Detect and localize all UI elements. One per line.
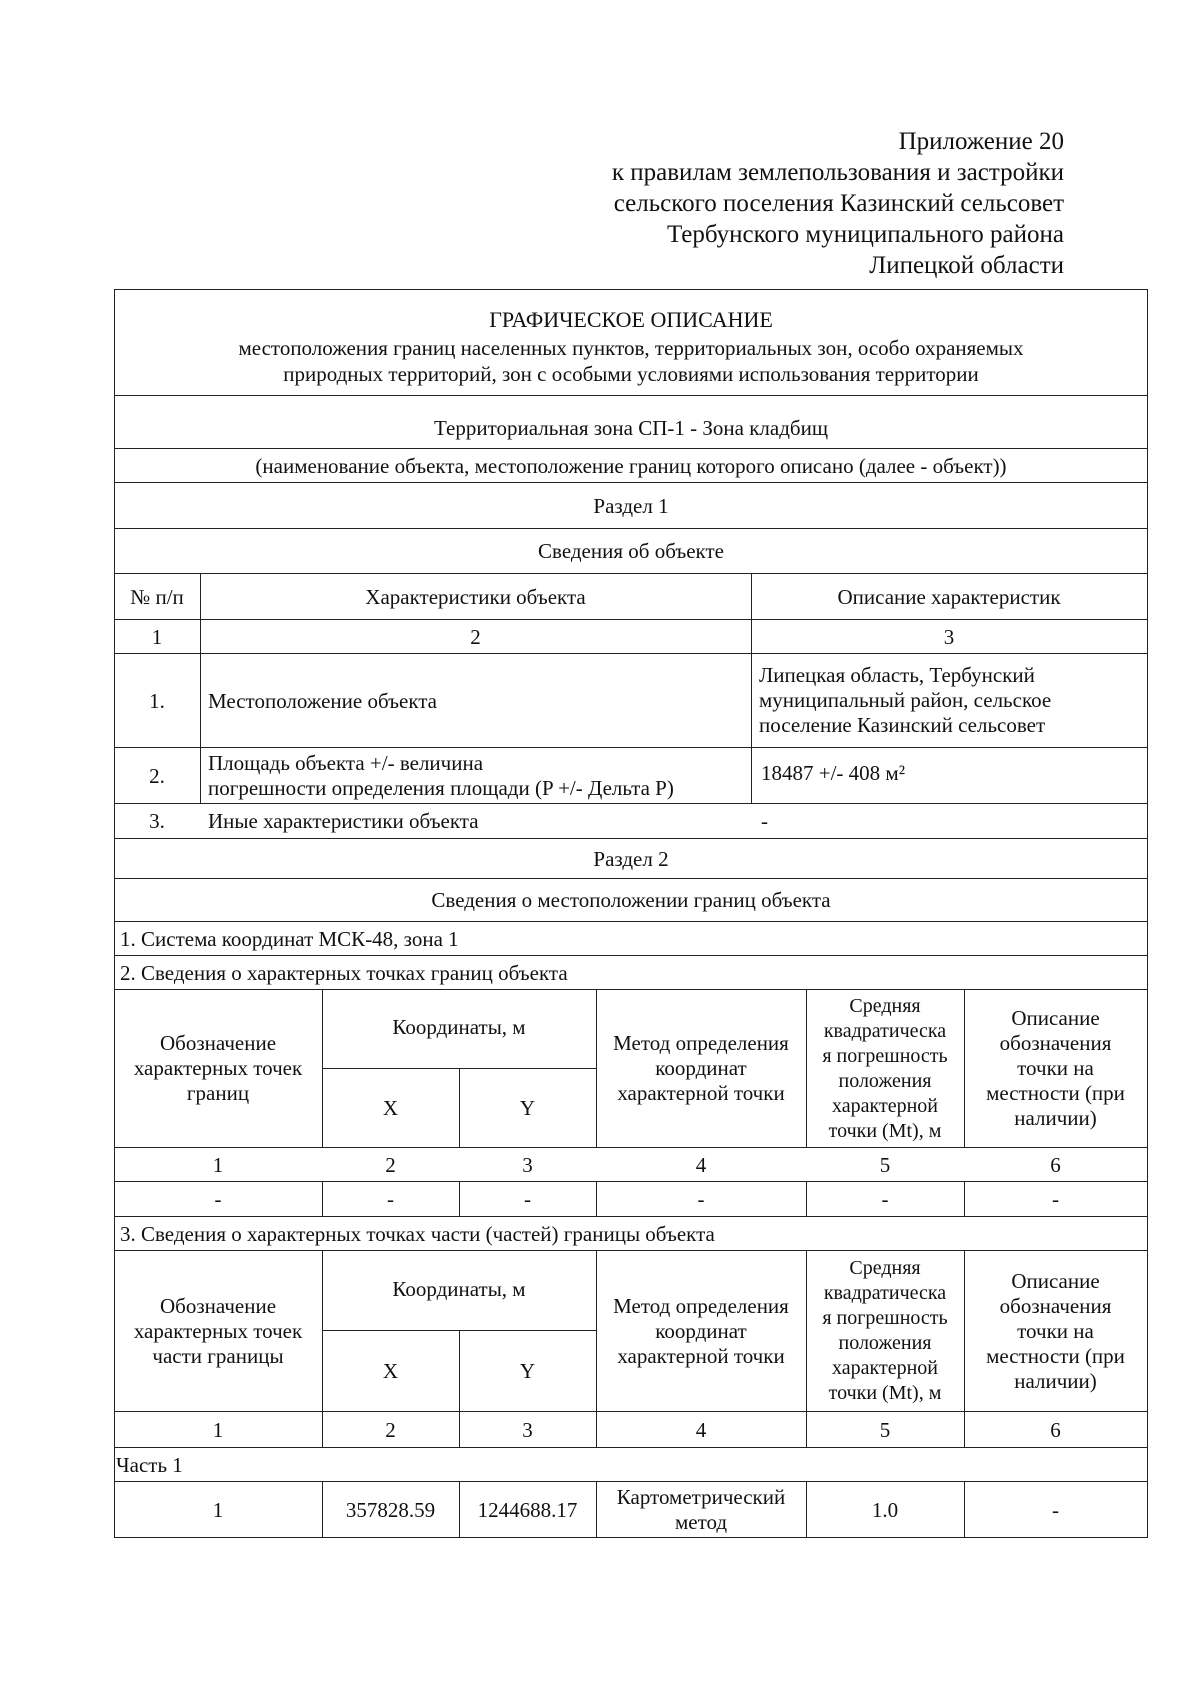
header-line: квадратическа — [823, 1019, 947, 1042]
header-line: я погрешность — [822, 1044, 948, 1067]
header-line: Метод определения — [613, 1293, 789, 1318]
header-point-description — [964, 990, 1147, 1147]
header-line: наличии) — [1014, 1106, 1097, 1130]
header-point-description — [964, 1251, 1147, 1411]
appendix-settlement: сельского поселения Казинский сельсовет — [613, 190, 1064, 217]
col-number: 4 — [695, 1417, 707, 1442]
part-point-id: 1 — [212, 1497, 224, 1522]
rule — [114, 289, 1148, 290]
table-cell: - — [524, 1187, 531, 1211]
object-name: Территориальная зона СП-1 - Зона кладбищ — [433, 416, 828, 440]
appendix-header — [612, 126, 1064, 281]
rule — [114, 395, 1148, 396]
col-number: 3 — [943, 624, 955, 649]
col-number: 2 — [385, 1417, 396, 1442]
parts-section-title: 3. Сведения о характерных точках части (частей) границы объекта — [120, 1221, 715, 1246]
area-value: 18487 +/- 408 м² — [761, 761, 906, 785]
col-number: 2 — [385, 1152, 396, 1177]
method-line: метод — [674, 1509, 728, 1534]
header-line: Описание — [1011, 1268, 1100, 1293]
col-number: 3 — [522, 1152, 533, 1177]
row-characteristic: Иные характеристики объекта — [208, 809, 479, 833]
header-line: характерных точек — [133, 1056, 303, 1080]
header-line: точки (Mt), м — [828, 1382, 942, 1404]
area-label-line: Площадь объекта +/- величина — [208, 750, 484, 775]
table-cell: - — [387, 1187, 394, 1211]
object-caption: (наименование объекта, местоположение границ которого описано (далее - объект)) — [255, 453, 1007, 478]
section1-subtitle: Сведения об объекте — [538, 539, 724, 563]
header-designation-part — [114, 1251, 322, 1411]
header-line: Обозначение — [159, 1293, 277, 1318]
table-cell: - — [214, 1187, 222, 1211]
header-method — [596, 1251, 806, 1411]
method-line: Картометрический — [616, 1484, 786, 1509]
header-line: границ — [186, 1081, 250, 1105]
header-coordinates: Координаты, м — [392, 1276, 526, 1301]
location-line: поселение Казинский сельсовет — [759, 713, 1046, 737]
header-line: квадратическа — [823, 1282, 947, 1304]
points-section-title: 2. Сведения о характерных точках границ объекта — [120, 960, 568, 985]
row-characteristic — [200, 748, 751, 803]
header-line: точки (Mt), м — [828, 1119, 942, 1142]
header-y: Y — [519, 1096, 536, 1120]
appendix-district: Тербунского муниципального района — [666, 221, 1064, 248]
header-line: местности (при — [986, 1081, 1125, 1105]
header-line: координат — [655, 1318, 747, 1343]
header-line: я погрешность — [822, 1307, 948, 1329]
header-method — [596, 990, 806, 1147]
header-line: точки на — [1017, 1318, 1094, 1343]
section2-subtitle: Сведения о местоположении границ объекта — [431, 888, 831, 912]
appendix-rules: к правилам землепользования и застройки — [611, 159, 1064, 186]
part-point-y: 1244688.17 — [477, 1497, 578, 1522]
col-header-number: № п/п — [130, 584, 184, 609]
header-line: характерной — [832, 1357, 938, 1379]
header-line: местности (при — [986, 1343, 1125, 1368]
document-title: ГРАФИЧЕСКОЕ ОПИСАНИЕ — [489, 307, 773, 332]
col-number: 1 — [151, 624, 163, 649]
table-cell: - — [697, 1187, 705, 1211]
header-line: координат — [655, 1056, 747, 1080]
header-line: наличии) — [1014, 1368, 1097, 1393]
table-cell: - — [881, 1187, 889, 1211]
header-line: точки на — [1017, 1056, 1094, 1080]
location-line: Липецкая область, Тербунский — [759, 663, 1035, 687]
header-x: X — [382, 1359, 399, 1383]
row-number: 3. — [149, 809, 165, 833]
header-line: положения — [838, 1332, 932, 1354]
area-label-line: погрешности определения площади (P +/- Дельта P) — [208, 775, 674, 800]
col-number: 1 — [212, 1417, 224, 1442]
col-number: 3 — [522, 1417, 533, 1442]
header-line: Описание — [1011, 1006, 1100, 1030]
col-number: 5 — [879, 1152, 891, 1177]
header-line: Обозначение — [159, 1031, 277, 1055]
appendix-number: Приложение 20 — [898, 128, 1064, 155]
header-x: X — [382, 1096, 399, 1120]
row-characteristic: Местоположение объекта — [208, 688, 438, 713]
header-line: Метод определения — [613, 1031, 789, 1055]
col-number: 2 — [470, 624, 481, 649]
document-subtitle-line2: природных территорий, зон с особыми условиями использования территории — [283, 362, 979, 386]
col-number: 5 — [879, 1417, 891, 1442]
row-number: 2. — [149, 763, 165, 788]
table-cell: - — [1052, 1187, 1059, 1211]
header-line: части границы — [152, 1343, 284, 1368]
header-error — [806, 990, 964, 1147]
col-number: 6 — [1050, 1152, 1061, 1177]
row-description: - — [761, 809, 768, 833]
location-line: муниципальный район, сельское — [759, 688, 1052, 712]
header-coordinates: Координаты, м — [392, 1015, 526, 1039]
part-point-description: - — [1052, 1497, 1059, 1522]
header-line: положения — [838, 1069, 932, 1092]
col-number: 1 — [212, 1152, 224, 1177]
header-line: характерных точек — [133, 1318, 303, 1343]
col-number: 4 — [695, 1152, 707, 1177]
row-number: 1. — [149, 688, 165, 713]
header-designation — [114, 990, 322, 1147]
appendix-region: Липецкой области — [869, 252, 1064, 279]
col-number: 6 — [1050, 1417, 1061, 1442]
header-line: Средняя — [849, 1257, 921, 1279]
row-description — [751, 654, 1147, 747]
rule — [114, 1537, 1148, 1538]
part-point-method — [596, 1482, 806, 1537]
header-line: обозначения — [999, 1031, 1112, 1055]
coordinate-system: 1. Система координат МСК-48, зона 1 — [120, 926, 459, 951]
part-point-x: 357828.59 — [345, 1497, 436, 1522]
part-point-error: 1.0 — [871, 1497, 899, 1522]
part-label: Часть 1 — [116, 1452, 183, 1477]
header-line: Средняя — [849, 994, 921, 1017]
col-header-description: Описание характеристик — [837, 584, 1061, 609]
header-error — [806, 1251, 964, 1411]
section1-title: Раздел 1 — [593, 493, 669, 518]
header-line: характерной точки — [617, 1081, 785, 1105]
col-header-characteristics: Характеристики объекта — [365, 584, 586, 609]
document-subtitle-line1: местоположения границ населенных пунктов, территориальных зон, особо охраняемых — [238, 336, 1024, 360]
header-y: Y — [519, 1359, 536, 1383]
header-line: характерной — [832, 1094, 938, 1117]
section2-title: Раздел 2 — [593, 846, 669, 871]
header-line: обозначения — [999, 1293, 1112, 1318]
header-line: характерной точки — [617, 1343, 785, 1368]
